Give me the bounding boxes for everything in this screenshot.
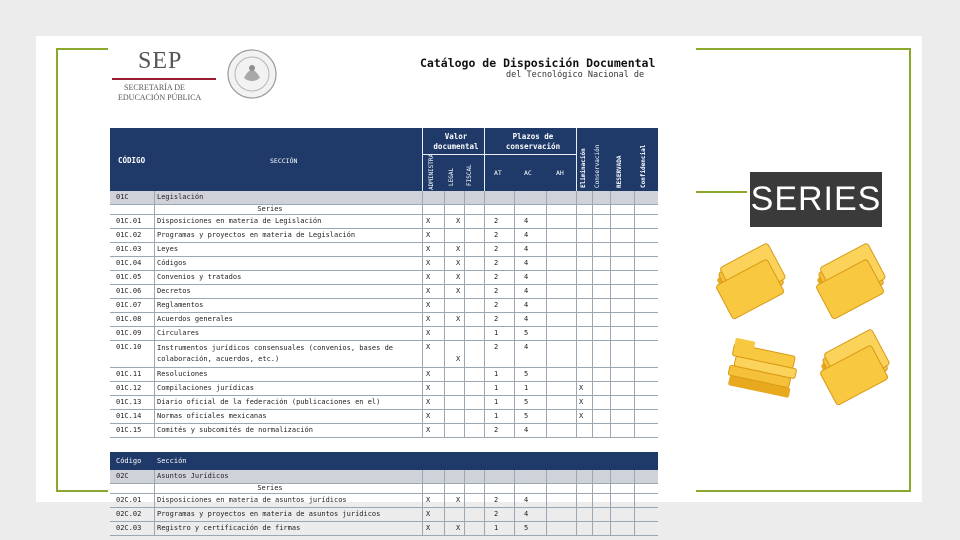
section-row: 02C Asuntos Jurídicos (110, 470, 658, 484)
header-plazos: Plazos de conservación (505, 132, 561, 151)
header-legal: LEGAL (448, 167, 455, 186)
document-title: Catálogo de Disposición Documental (420, 56, 656, 70)
header-at: AT (494, 169, 502, 177)
folder-stack-icon (708, 244, 790, 322)
table-row: 01C.11 Resoluciones X 1 5 (110, 368, 658, 382)
table-row: 01C.08 Acuerdos generales X X 2 4 (110, 313, 658, 327)
header-elim: Eliminación (580, 148, 587, 188)
folder-pile-icon (722, 330, 804, 408)
header-section: SECCIÓN (270, 157, 298, 165)
green-connector-line (693, 191, 747, 193)
header-ah: AH (556, 169, 564, 177)
sep-logo-subtitle-1: SECRETARÍA DE (124, 83, 185, 92)
series-label-box: SERIES (750, 172, 882, 227)
header-code: CÓDIGO (118, 156, 146, 165)
table-row: 01C.10 Instrumentos jurídicos consensuales (convenios, bases de colaboración, acuerdos, etc.) X X 2 4 (110, 341, 658, 368)
header-ac: AC (524, 169, 532, 177)
table-row: 01C.15 Comités y subcomités de normalización X 2 4 (110, 424, 658, 438)
table-row: 01C.05 Convenios y tratados X X 2 4 (110, 271, 658, 285)
table-body (110, 191, 658, 536)
table-row: 01C.14 Normas oficiales mexicanas X 1 5 X (110, 410, 658, 424)
document-image (108, 42, 696, 532)
header-cons: Conservación (594, 144, 601, 188)
table-row: 02C.03 Registro y certificación de firmas X X 1 5 (110, 522, 658, 536)
series-label-row: Series (110, 484, 658, 494)
section-header-row: Código Sección (110, 452, 658, 470)
folder-stack-icon (808, 244, 890, 322)
header-fiscal: FISCAL (466, 164, 473, 186)
table-row: 01C.12 Compilaciones jurídicas X 1 1 X (110, 382, 658, 396)
header-adm: ADMINISTRA (428, 153, 435, 190)
table-row: 01C.13 Diario oficial de la federación (publicaciones en el) X 1 5 X (110, 396, 658, 410)
header-reservada: RESERVADA (616, 155, 623, 188)
table-row: 01C.02 Programas y proyectos en materia de Legislación X 2 4 (110, 229, 658, 243)
mexican-seal-icon (226, 48, 278, 100)
folder-stack-icon (812, 330, 894, 408)
table-row: 01C.01 Disposiciones en materia de Legislación X X 2 4 (110, 215, 658, 229)
sep-logo-rule (112, 78, 216, 80)
series-label-row: Series (110, 205, 658, 215)
sep-logo-subtitle-2: EDUCACIÓN PÚBLICA (118, 93, 202, 102)
header-valor: Valor documental (433, 132, 479, 151)
table-row: 01C.04 Códigos X X 2 4 (110, 257, 658, 271)
sep-logo-text: SEP (138, 48, 183, 74)
table-row: 01C.06 Decretos X X 2 4 (110, 285, 658, 299)
table-row: 02C.02 Programas y proyectos en materia de asuntos jurídicos X 2 4 (110, 508, 658, 522)
table-header (110, 128, 658, 191)
section-row: 01C Legislación (110, 191, 658, 205)
document-subtitle: del Tecnológico Nacional de (506, 70, 645, 80)
table-row: 01C.09 Circulares X 1 5 (110, 327, 658, 341)
table-row: 01C.03 Leyes X X 2 4 (110, 243, 658, 257)
table-row: 01C.07 Reglamentos X 2 4 (110, 299, 658, 313)
header-confidencial: Confidencial (640, 144, 647, 188)
table-row: 02C.01 Disposiciones en materia de asuntos jurídicos X X 2 4 (110, 494, 658, 508)
